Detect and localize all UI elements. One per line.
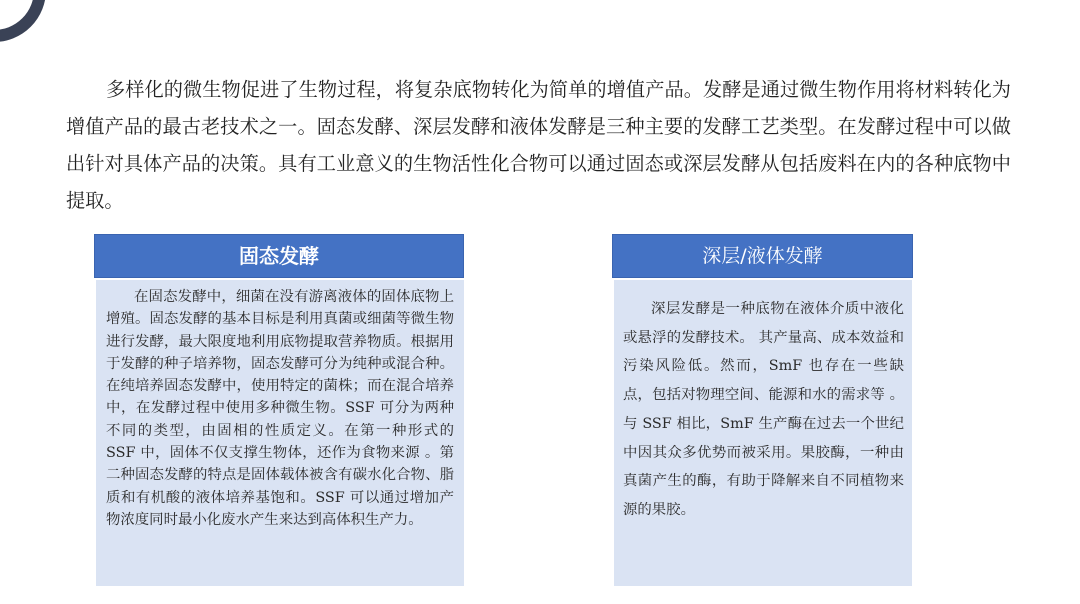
submerged-fermentation-text: 深层发酵是一种底物在液体介质中液化或悬浮的发酵技术。 其产量高、成本效益和污染风险低。然而，SmF 也存在一些缺点，包括对物理空间、能源和水的需求等 。与 SSF 相比，SmF 生产酶在过去一个世纪中因其众多优势而被采用。果胶酶，一种由真菌产生的酶，有助于降解来自不同植物来源的果胶。 (623, 301, 904, 518)
solid-state-fermentation-header: 固态发酵 (94, 234, 464, 278)
solid-state-fermentation-text: 在固态发酵中，细菌在没有游离液体的固体底物上增殖。固态发酵的基本目标是利用真菌或细菌等微生物进行发酵，最大限度地利用底物提取营养物质。根据用于发酵的种子培养物，固态发酵可分为纯种或混合种。在纯培养固态发酵中，使用特定的菌株；而在混合培养中，在发酵过程中使用多种微生物。SSF 可分为两种不同的类型，由固相的性质定义。在第一种形式的 SSF 中，固体不仅支撑生物体，还作为食物来源 。第二种固态发酵的特点是固体载体被含有碳水化合物、脂质和有机酸的液体培养基饱和。SSF 可以通过增加产物浓度同时最小化废水产生来达到高体积生产力。 (106, 289, 454, 528)
intro-paragraph: 多样化的微生物促进了生物过程，将复杂底物转化为简单的增值产品。发酵是通过微生物作用将材料转化为增值产品的最古老技术之一。固态发酵、深层发酵和液体发酵是三种主要的发酵工艺类型。在发酵过程中可以做出针对具体产品的决策。具有工业意义的生物活性化合物可以通过固态或深层发酵从包括废料在内的各种底物中提取。 (66, 78, 1011, 212)
submerged-fermentation-panel (614, 280, 912, 586)
solid-state-fermentation-panel (96, 280, 464, 586)
submerged-fermentation-header: 深层/液体发酵 (612, 234, 913, 278)
corner-decoration (0, 0, 46, 42)
